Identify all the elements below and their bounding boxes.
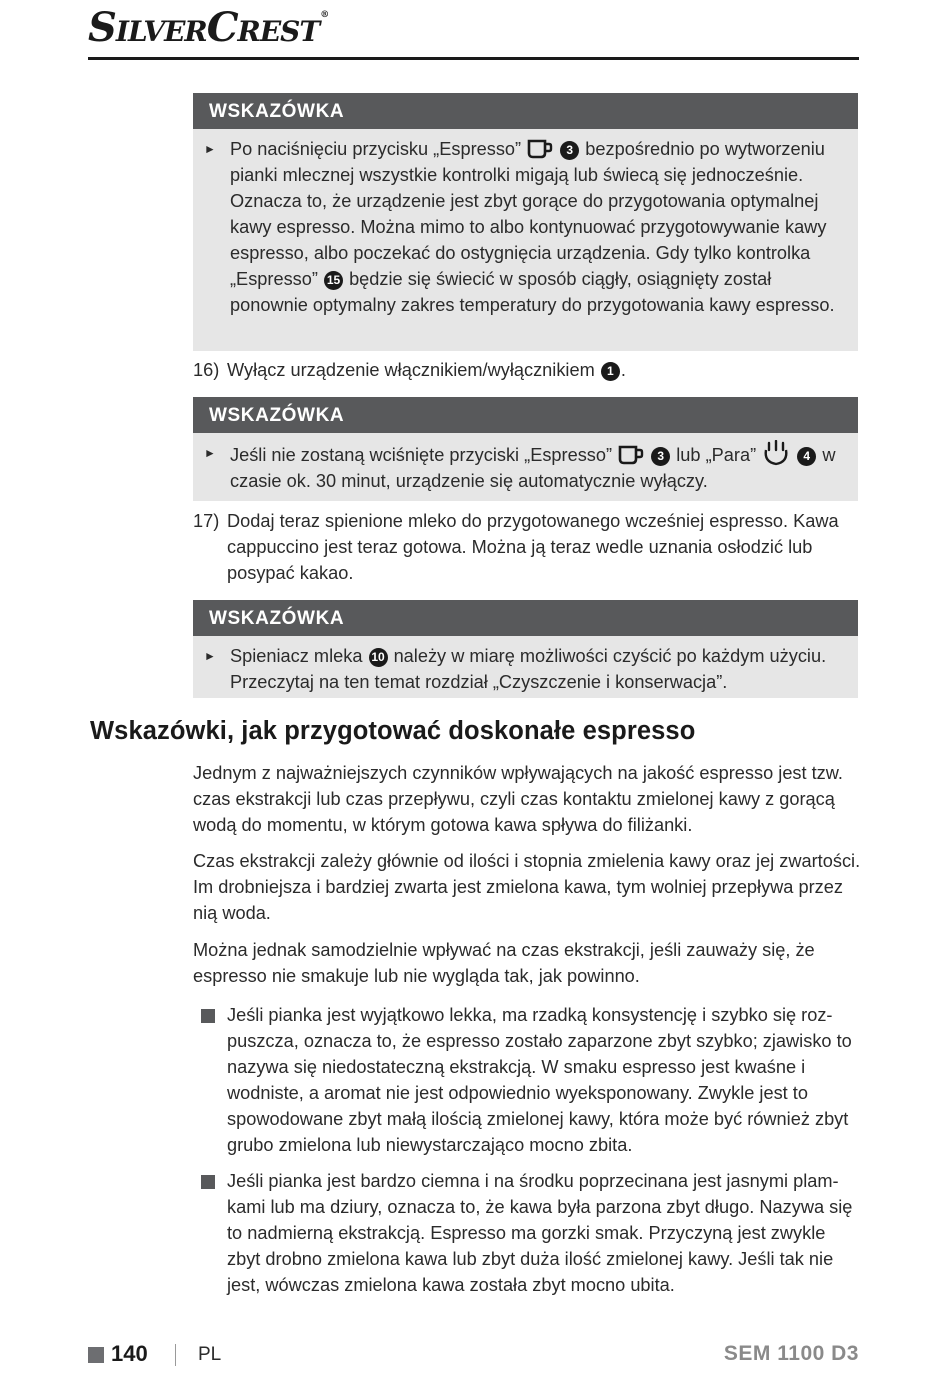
steam-icon (762, 440, 790, 466)
bullet-item (193, 1002, 861, 1158)
step-number: 17) (193, 511, 220, 531)
note-text: w czasie ok. 30 minut, urządzenie się automatycznie wyłączy. (230, 445, 836, 491)
registered-mark: ® (320, 10, 329, 20)
step-text: Dodaj teraz spienione mleko do przygotowanego wcześniej espresso. Kawa cappuccino jest teraz gotowa. Można ją teraz wedle uznania osłodzić lub posypać kakao. (227, 511, 839, 583)
step-17 (193, 508, 861, 586)
cup-icon (618, 444, 644, 466)
bullet-text: Jeśli pianka jest bardzo ciemna i na środku poprzecinana jest jasnymi plam-kami lub ma dziury, oznacza to, że kawa była parzona zbyt długo. Nazywa się to nadmierną ekstrakcją. Espresso ma gorzki smak. Przyczyną jest zwykle zbyt drobno zmielona kawa lub zbyt duża ilość zmielonej kawy. Jeśli tak nie jest, wówczas zmielona kawa została zbyt mocno ubita. (227, 1171, 853, 1295)
bullet-square-icon (201, 1175, 215, 1189)
note-title: WSKAZÓWKA (193, 600, 858, 636)
step-text: Wyłącz urządzenie włącznikiem/wyłącznikiem (227, 360, 595, 380)
brand-letter-s: S (88, 4, 116, 51)
note-box-3 (193, 600, 858, 698)
brand-letters-ilver: ILVER (115, 15, 207, 48)
part-number-badge: 3 (651, 447, 670, 466)
language-code: PL (198, 1344, 222, 1365)
note-text: bezpośrednio po wytworzeniu pianki mlecznej wszystkie kontrolki migają lub świecą się jednocześnie. Oznacza to, że urządzenie jest zbyt gorące do przygotowania optymalnej kawy espresso. Można mimo to albo kontynuować przygotowywanie kawy espresso, albo poczekać do ostygnięcia urządzenia. Gdy tylko kontrolka „Espresso” (230, 139, 827, 289)
part-number-badge: 3 (560, 141, 579, 160)
part-number-badge: 10 (369, 648, 388, 667)
step-number: 16) (193, 360, 220, 380)
note-item (193, 129, 858, 322)
note-text: należy w miarę możliwości czyścić po każdym użyciu. Przeczytaj na ten temat rozdział „Czyszczenie i konserwacja”. (230, 646, 827, 692)
section-heading: Wskazówki, jak przygotować doskonałe espresso (90, 717, 696, 745)
bullet-text: Jeśli pianka jest wyjątkowo lekka, ma rzadką konsystencję i szybko się roz-puszcza, oznacza to, że espresso zostało zaparzone zbyt szybko; zjawisko to nazywa się niedostateczną ekstrakcją. W smaku espresso jest kwaśne i wodniste, a aromat nie jest odpowiednio wyeksponowany. Zwykle jest to spowodowane zbyt małą ilością zmielonej kawy, która może być również zbyt grubo zmielona lub niewystarczająco mocno zbita. (227, 1005, 852, 1155)
paragraph: Można jednak samodzielnie wpływać na czas ekstrakcji, jeśli zauważy się, że espresso nie smakuje lub nie wygląda tak, jak powinno. (193, 940, 815, 986)
note-text: lub „Para” (676, 445, 757, 465)
note-text: Spieniacz mleka (230, 646, 363, 666)
page-footer (0, 1338, 950, 1372)
part-number-badge: 4 (797, 447, 816, 466)
note-text: będzie się świecić w sposób ciągły, osiągnięty został ponownie optymalny zakres temperatury do przygotowania kawy espresso. (230, 269, 835, 315)
footer-divider (175, 1344, 176, 1366)
cup-icon (527, 138, 553, 160)
note-box-2 (193, 397, 858, 501)
paragraph: Czas ekstrakcji zależy głównie od ilości i stopnia zmielenia kawy oraz jej zwartości. Im drobniejsza i bardziej zwarta jest zmielona kawa, tym wolniej przepływa przez nią woda. (193, 851, 861, 923)
note-item (193, 636, 858, 699)
bullet-square-icon (201, 1009, 215, 1023)
arrow-icon: ► (204, 446, 216, 460)
brand-letter-c: C (206, 4, 238, 51)
note-text: Po naciśnięciu przycisku „Espresso” (230, 139, 522, 159)
note-title: WSKAZÓWKA (193, 93, 858, 129)
part-number-badge: 15 (324, 271, 343, 290)
footer-square-icon (88, 1347, 104, 1363)
model-number: SEM 1100 D3 (723, 1342, 859, 1365)
brand-logo (88, 4, 328, 51)
brand-letters-rest: REST (237, 15, 320, 48)
arrow-icon: ► (204, 142, 216, 156)
note-title: WSKAZÓWKA (193, 397, 858, 433)
note-item (193, 433, 858, 498)
note-box-1 (193, 93, 858, 351)
bullet-item (193, 1168, 861, 1298)
note-text: Jeśli nie zostaną wciśnięte przyciski „Espresso” (230, 445, 613, 465)
step-end: . (620, 360, 626, 380)
paragraph: Jednym z najważniejszych czynników wpływających na jakość espresso jest tzw. czas ekstrakcji lub czas przepływu, czyli czas kontaktu zmielonej kawy z gorącą wodą do momentu, w którym gotowa kawa spływa do filiżanki. (193, 763, 843, 835)
step-16 (193, 357, 861, 383)
part-number-badge: 1 (601, 362, 620, 381)
arrow-icon: ► (204, 649, 216, 663)
page-number: 140 (111, 1341, 148, 1366)
header-rule (88, 57, 859, 60)
